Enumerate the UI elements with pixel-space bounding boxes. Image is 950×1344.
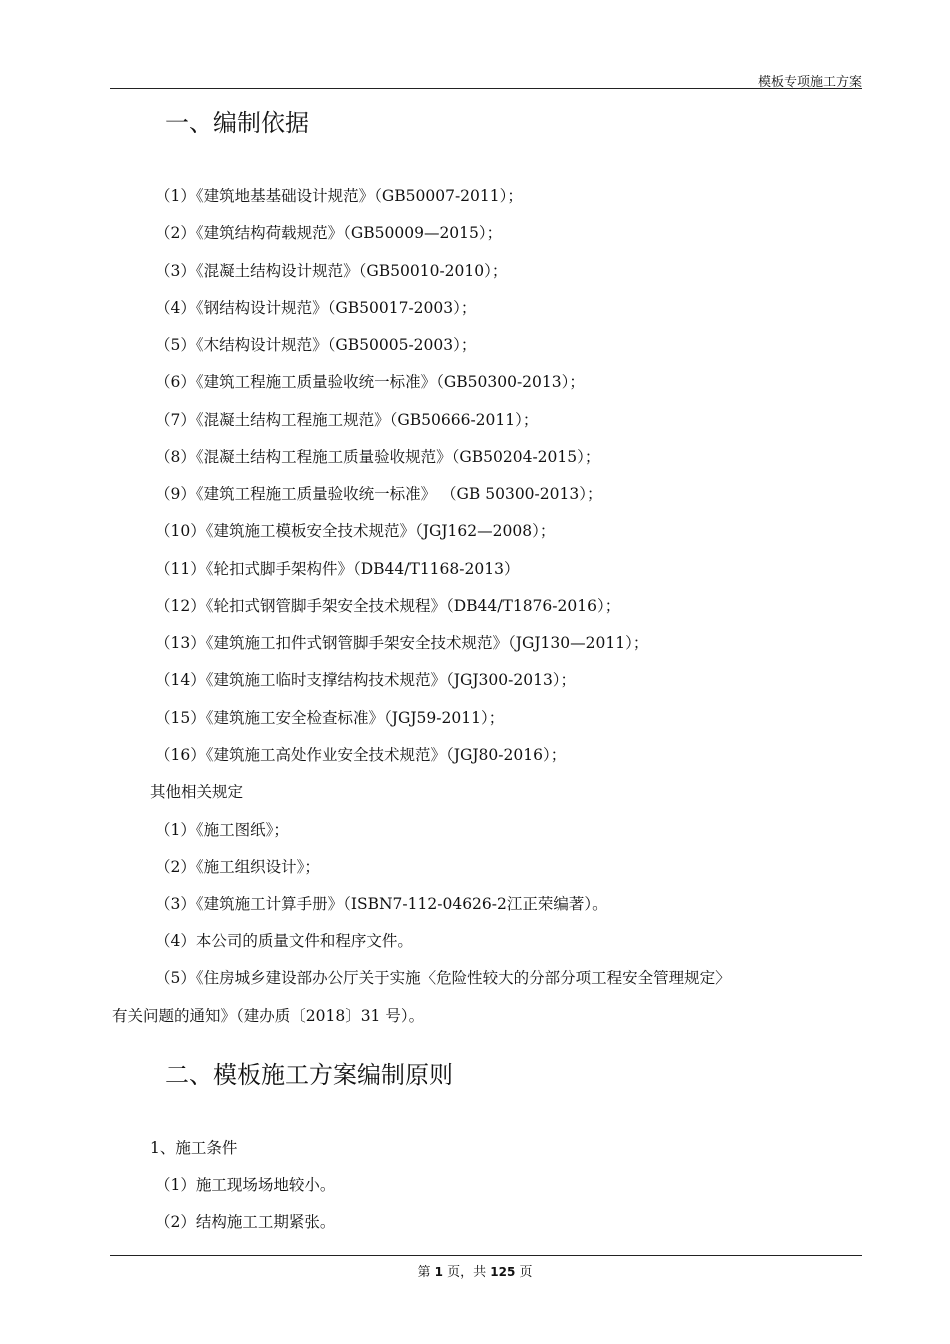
reference-item: （9）《建筑工程施工质量验收统一标准》 （GB 50300-2013）； — [155, 485, 603, 503]
subsection-heading: 1、施工条件 — [150, 1139, 238, 1157]
condition-item: （2）结构施工工期紧张。 — [155, 1213, 336, 1231]
reference-item: （1）《建筑地基基础设计规范》（GB50007-2011）； — [155, 187, 523, 205]
reference-item: （13）《建筑施工扣件式钢管脚手架安全技术规范》（JGJ130—2011）； — [155, 634, 649, 652]
other-item-continuation: 有关问题的通知》（建办质〔2018〕31 号）。 — [112, 1007, 425, 1025]
reference-item: （8）《混凝土结构工程施工质量验收规范》（GB50204-2015）； — [155, 448, 601, 466]
reference-item: （12）《轮扣式钢管脚手架安全技术规程》（DB44/T1876-2016）； — [155, 597, 621, 615]
reference-item: （4）《钢结构设计规范》（GB50017-2003）； — [155, 299, 477, 317]
reference-item: （6）《建筑工程施工质量验收统一标准》（GB50300-2013）； — [155, 373, 585, 391]
other-item: （4）本公司的质量文件和程序文件。 — [155, 932, 413, 950]
other-item: （5）《住房城乡建设部办公厅关于实施〈危险性较大的分部分项工程安全管理规定〉 — [155, 969, 731, 987]
header-divider — [110, 88, 862, 89]
other-item: （3）《建筑施工计算手册》（ISBN7-112-04626-2江正荣编著）。 — [155, 895, 608, 913]
section-1-heading: 一、编制依据 — [165, 109, 309, 137]
section-2-heading: 二、模板施工方案编制原则 — [165, 1061, 453, 1089]
reference-item: （14）《建筑施工临时支撑结构技术规范》（JGJ300-2013）； — [155, 671, 577, 689]
other-regulations-title: 其他相关规定 — [150, 783, 244, 801]
page-number: 第 1 页，共 125 页 — [417, 1265, 533, 1280]
header-title: 模板专项施工方案 — [757, 75, 862, 90]
reference-item: （16）《建筑施工高处作业安全技术规范》（JGJ80-2016）； — [155, 746, 567, 764]
footer-divider — [110, 1255, 862, 1256]
reference-item: （2）《建筑结构荷载规范》（GB50009—2015）； — [155, 224, 503, 242]
condition-item: （1）施工现场场地较小。 — [155, 1176, 336, 1194]
other-item: （1）《施工图纸》； — [155, 821, 289, 839]
reference-item: （5）《木结构设计规范》（GB50005-2003）； — [155, 336, 477, 354]
reference-item: （10）《建筑施工模板安全技术规范》（JGJ162—2008）； — [155, 522, 556, 540]
reference-item: （3）《混凝土结构设计规范》（GB50010-2010）； — [155, 262, 508, 280]
reference-item: （11）《轮扣式脚手架构件》（DB44/T1168-2013） — [155, 560, 520, 578]
reference-item: （15）《建筑施工安全检查标准》（JGJ59-2011）； — [155, 709, 505, 727]
other-item: （2）《施工组织设计》； — [155, 858, 320, 876]
reference-item: （7）《混凝土结构工程施工规范》（GB50666-2011）； — [155, 411, 539, 429]
